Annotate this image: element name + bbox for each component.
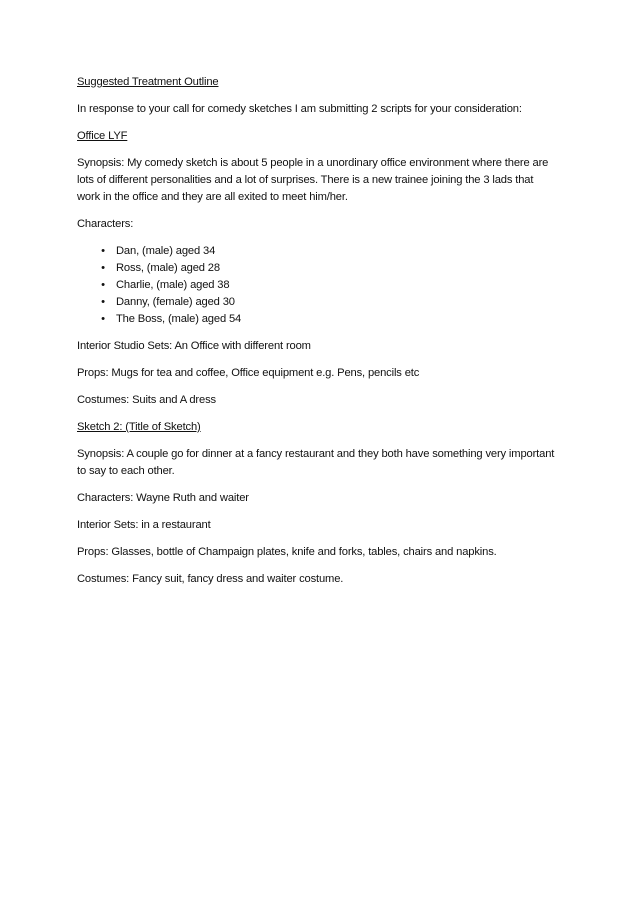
list-item bbox=[77, 243, 567, 260]
character-entry: The Boss, (male) aged 54 bbox=[116, 313, 242, 325]
sketch1-title: Office LYF bbox=[77, 130, 128, 142]
list-item bbox=[77, 260, 567, 277]
sketch1-characters-list bbox=[77, 243, 567, 328]
character-entry: Ross, (male) aged 28 bbox=[116, 262, 220, 274]
sketch2-props: Props: Glasses, bottle of Champaign plates, knife and forks, tables, chairs and napkins. bbox=[77, 546, 497, 558]
sketch2-sets: Interior Sets: in a restaurant bbox=[77, 519, 211, 531]
sketch2-title: Sketch 2: (Title of Sketch) bbox=[77, 421, 201, 433]
sketch1-synopsis-line2: lots of different personalities and a lot of surprises. There is a new trainee joining the 3 lads that bbox=[77, 174, 534, 186]
sketch2-costumes: Costumes: Fancy suit, fancy dress and waiter costume. bbox=[77, 573, 344, 585]
sketch1-synopsis-line3: work in the office and they are all exited to meet him/her. bbox=[77, 191, 348, 203]
character-entry: Dan, (male) aged 34 bbox=[116, 245, 216, 257]
sketch1-synopsis bbox=[77, 155, 567, 206]
sketch2-synopsis-line2: to say to each other. bbox=[77, 465, 175, 477]
bullet-icon: • bbox=[101, 313, 105, 325]
sketch1-props: Props: Mugs for tea and coffee, Office equipment e.g. Pens, pencils etc bbox=[77, 367, 420, 379]
bullet-icon: • bbox=[101, 245, 105, 257]
document-heading: Suggested Treatment Outline bbox=[77, 76, 219, 88]
bullet-icon: • bbox=[101, 296, 105, 308]
list-item bbox=[77, 311, 567, 328]
sketch1-synopsis-line1: Synopsis: My comedy sketch is about 5 people in a unordinary office environment where there are bbox=[77, 157, 549, 169]
list-item bbox=[77, 294, 567, 311]
document-body bbox=[77, 74, 567, 598]
sketch2-characters: Characters: Wayne Ruth and waiter bbox=[77, 492, 249, 504]
bullet-icon: • bbox=[101, 279, 105, 291]
sketch2-synopsis-line1: Synopsis: A couple go for dinner at a fancy restaurant and they both have something very important bbox=[77, 448, 555, 460]
bullet-icon: • bbox=[101, 262, 105, 274]
character-entry: Danny, (female) aged 30 bbox=[116, 296, 235, 308]
sketch2-synopsis bbox=[77, 446, 567, 480]
sketch1-costumes: Costumes: Suits and A dress bbox=[77, 394, 216, 406]
character-entry: Charlie, (male) aged 38 bbox=[116, 279, 230, 291]
intro-paragraph: In response to your call for comedy sketches I am submitting 2 scripts for your consideration: bbox=[77, 103, 522, 115]
sketch1-sets: Interior Studio Sets: An Office with different room bbox=[77, 340, 311, 352]
sketch1-characters-label: Characters: bbox=[77, 218, 134, 230]
list-item bbox=[77, 277, 567, 294]
